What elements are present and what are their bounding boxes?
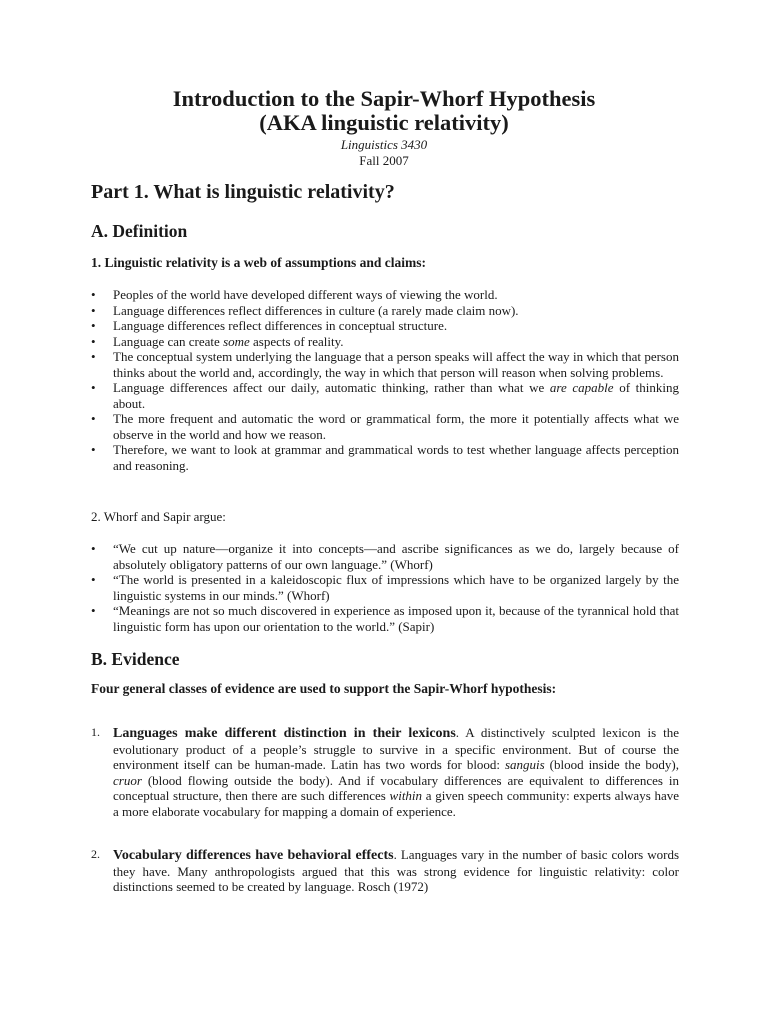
list-item: • Language differences affect our daily, automatic thinking, rather than what we are capable of thinking about. xyxy=(91,380,679,411)
list-item: • Language differences reflect differences in culture (a rarely made claim now). xyxy=(91,303,679,319)
definition-bullet-list xyxy=(91,287,679,473)
document-title: Introduction to the Sapir-Whorf Hypothesis xyxy=(172,86,596,111)
part1-heading: Part 1. What is linguistic relativity? xyxy=(91,181,395,203)
evidence-item-2 xyxy=(91,847,679,895)
title-block xyxy=(0,87,768,169)
subsection-1-heading: 1. Linguistic relativity is a web of assumptions and claims: xyxy=(91,255,427,270)
item-number: 2. xyxy=(91,847,100,861)
list-item: • The conceptual system underlying the language that a person speaks will affect the way in which that person thinks about the world and, accordingly, the way in which that person will reason when solving problems. xyxy=(91,349,679,380)
document-title-aka: (AKA linguistic relativity) xyxy=(259,110,509,135)
list-item: • The more frequent and automatic the word or grammatical form, the more it potentially affects what we observe in the world and how we reason. xyxy=(91,411,679,442)
evidence-intro: Four general classes of evidence are used to support the Sapir-Whorf hypothesis: xyxy=(91,681,557,696)
item-text: Languages make different distinction in their lexicons. A distinctively sculpted lexicon is the evolutionary product of a people’s struggle to survive in a specific environment. But of course the environment itself can be human-made. Latin has two words for blood: sanguis (blood inside the body), cruor (blood flowing outside the body). And if vocabulary differences are equivalent to differences in conceptual structure, then there are such differences within a given speech community: experts always have a more elaborate vocabulary for mapping a domain of experience. xyxy=(113,725,679,819)
evidence-item-1 xyxy=(91,725,679,819)
list-item: • Therefore, we want to look at grammar and grammatical words to test whether language affects perception and reasoning. xyxy=(91,442,679,473)
item-number: 1. xyxy=(91,725,100,739)
quote-bullet-list xyxy=(91,541,679,634)
section-a-heading: A. Definition xyxy=(91,221,188,241)
list-item: • “Meanings are not so much discovered in experience as imposed upon it, because of the tyrannical hold that linguistic form has upon our orientation to the world.” (Sapir) xyxy=(91,603,679,634)
list-item: • “The world is presented in a kaleidoscopic flux of impressions which have to be organized largely by the linguistic systems in our minds.” (Whorf) xyxy=(91,572,679,603)
course-name: Linguistics 3430 xyxy=(340,137,428,152)
subsection-2-heading: 2. Whorf and Sapir argue: xyxy=(91,509,226,524)
section-b-heading: B. Evidence xyxy=(91,649,180,669)
term: Fall 2007 xyxy=(359,153,409,168)
list-item: • Peoples of the world have developed different ways of viewing the world. xyxy=(91,287,679,303)
list-item: • Language can create some aspects of reality. xyxy=(91,334,679,350)
list-item: • “We cut up nature—organize it into concepts—and ascribe significances as we do, largely because of absolutely obligatory patterns of our own language.” (Whorf) xyxy=(91,541,679,572)
item-text: Vocabulary differences have behavioral effects. Languages vary in the number of basic colors words they have. Many anthropologists argued that this was strong evidence for linguistic relativity: color distinctions seemed to be created by language. Rosch (1972) xyxy=(113,847,680,894)
list-item: • Language differences reflect differences in conceptual structure. xyxy=(91,318,679,334)
